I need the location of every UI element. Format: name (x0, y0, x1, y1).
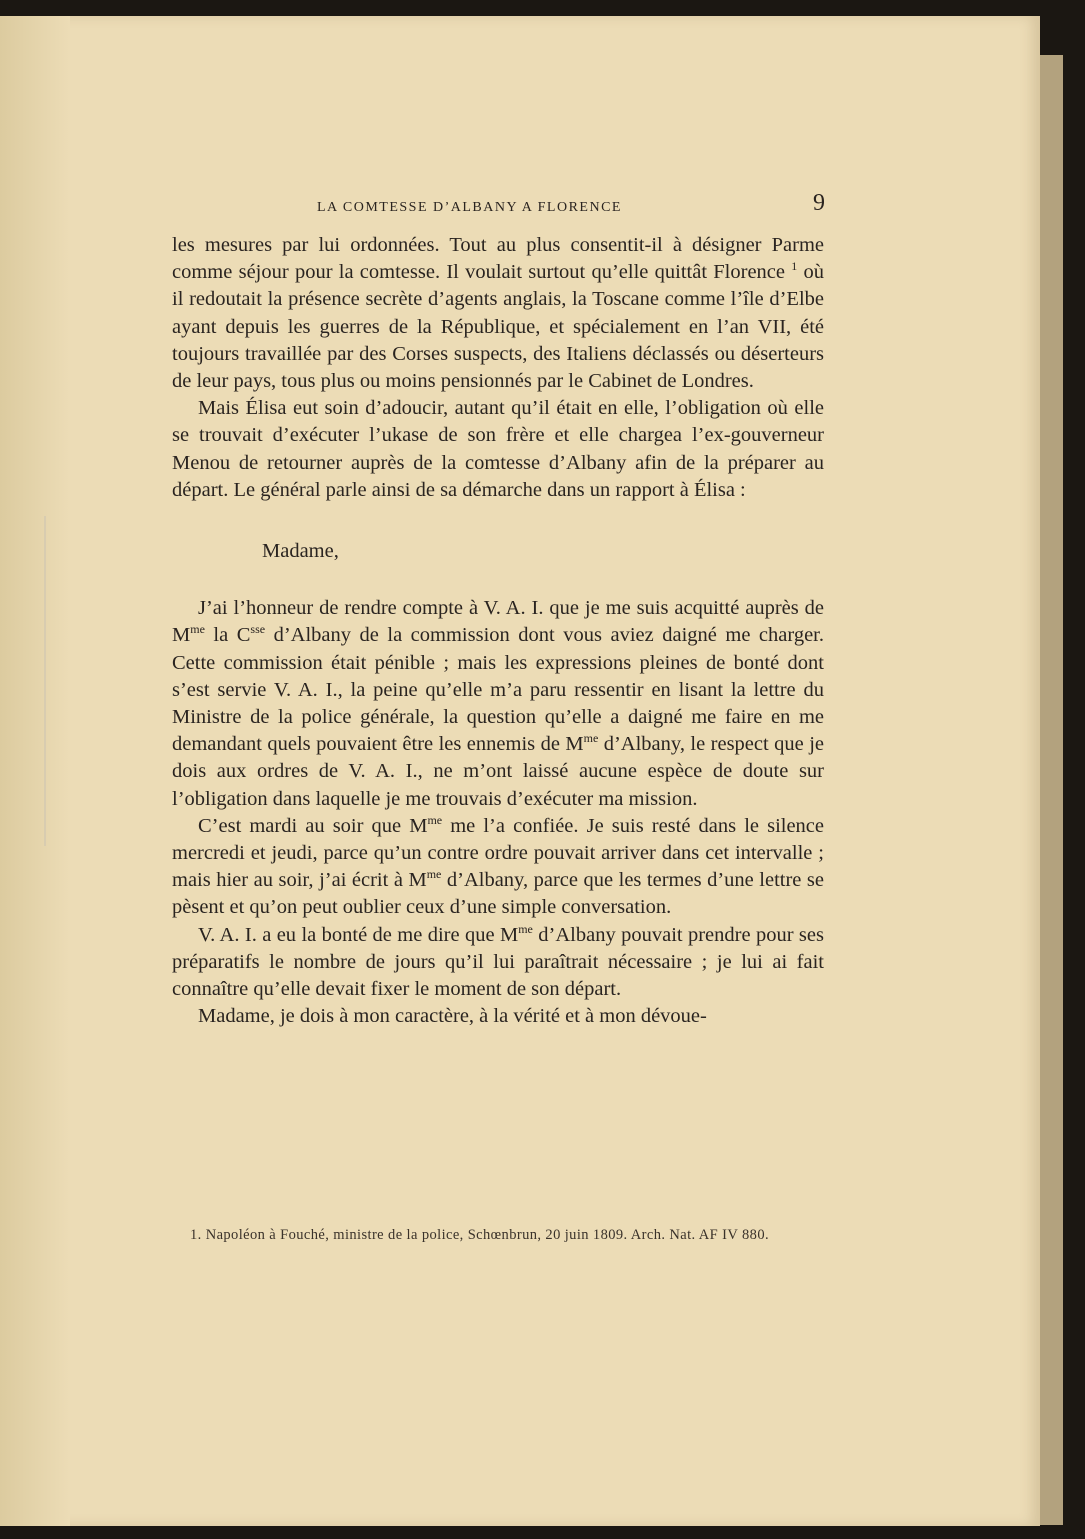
paragraph: Mais Élisa eut soin d’adoucir, autant qu’il était en elle, l’obligation où elle se trouvait d’exécuter l’ukase de son frère et elle chargea l’ex-gouverneur Menou de retourner auprès de la comtesse d’Albany afin de la préparer au départ. Le général parle ainsi de sa démarche dans un rapport à Élisa : (172, 397, 824, 501)
letter-salutation: Madame, (262, 540, 339, 563)
binding-gutter (0, 16, 70, 1526)
paragraph-text: où il redoutait la présence secrète d’agents anglais, la Toscane comme l’île d’Elbe ayant depuis les guerres de la République, et spécialement en l’an VII, été toujours travaillée par des Corses suspects, des Italiens déclassés ou déserteurs de leur pays, tous plus ou moins pensionnés par le Cabinet de Londres. (172, 261, 824, 393)
text: C’est mardi au soir que M (198, 814, 428, 837)
superscript: me (426, 867, 442, 882)
text: me l’a confiée. Je suis resté dans le silence mercredi et jeudi, parce qu’un contre ordre pouvait arriver dans cet intervalle ; mais hier au soir, j’ai écrit à M (172, 814, 825, 892)
paragraph-text: les mesures par lui ordonnées. Tout au plus consentit-il à désigner Parme comme séjour pour la comtesse. Il voulait surtout qu’elle quittât Florence (172, 234, 824, 284)
superscript: me (518, 921, 533, 936)
page-header (172, 188, 827, 224)
binding-thread (44, 516, 46, 846)
footnotes (172, 1226, 824, 1244)
superscript: me (583, 731, 599, 746)
footnote: 1. Napoléon à Fouché, ministre de la police, Schœnbrun, 20 juin 1809. Arch. Nat. AF IV 880. (190, 1227, 769, 1243)
page-number: 9 (813, 190, 825, 216)
text: d’Albany, parce que les termes d’une lettre se pèsent et qu’on peut oublier ceux d’une simple conversation. (172, 869, 824, 919)
superscript: me (427, 813, 443, 828)
body-text (172, 232, 824, 1030)
text: d’Albany, le respect que je dois aux ordres de V. A. I., ne m’ont laissé aucune espèce de doute sur l’obligation dans laquelle je me trouvais d’exécuter ma mission. (172, 733, 824, 810)
text: d’Albany de la commission dont vous aviez daigné me charger. Cette commission était pénible ; mais les expressions pleines de bonté dont s’est servie V. A. I., la peine qu’elle m’a paru ressentir en lisant la lettre du Ministre de la police générale, la question qu’elle a daigné me faire en me demandant quels pouvaient être les ennemis de M (172, 624, 825, 756)
text: J’ai l’honneur de rendre compte à V. A. I. que je me suis acquitté auprès de M (172, 597, 824, 647)
letter-paragraph (172, 922, 824, 1004)
letter-paragraph (172, 595, 824, 813)
paragraph (172, 232, 824, 395)
text: d’Albany pouvait prendre pour ses préparatifs le nombre de jours qu’il lui paraîtrait nécessaire ; je lui ai fait connaître qu’elle devait fixer le moment de son départ. (172, 923, 824, 1001)
letter-paragraph: Madame, je dois à mon caractère, à la vérité et à mon dévoue- (198, 1005, 707, 1028)
running-title: LA COMTESSE D’ALBANY A FLORENCE (316, 200, 622, 215)
text: V. A. I. a eu la bonté de me dire que M (198, 923, 519, 946)
letter-paragraph (172, 813, 824, 922)
footnote-ref[interactable]: 1 (791, 259, 798, 274)
superscript: sse (250, 622, 266, 637)
superscript: me (190, 622, 205, 637)
text: la C (204, 624, 251, 647)
